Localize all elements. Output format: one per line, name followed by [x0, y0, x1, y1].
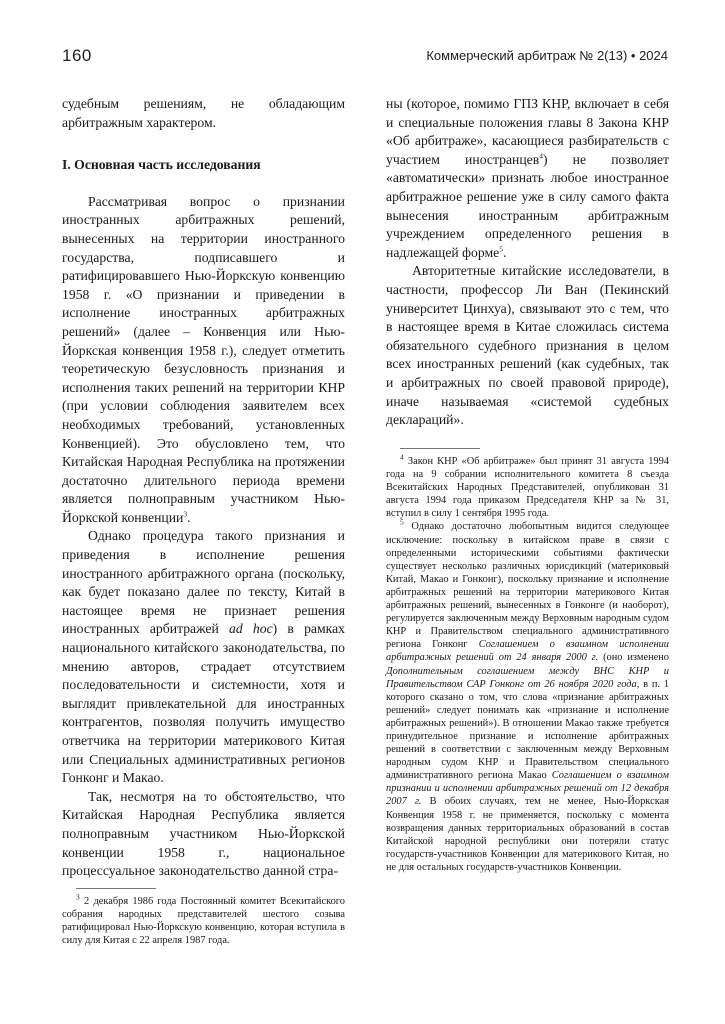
paragraph: [62, 527, 345, 787]
footnote-number: 4: [400, 452, 404, 462]
footnote-text: (оно изменено: [598, 652, 669, 664]
paragraph-text: .: [503, 244, 507, 260]
paragraph-text: Однако процедура такого признания и приведения в исполнение решения иностранного арбитражного органа (поскольку, как будет показано далее по тексту, Китай в настоящее время не признает решения иностранных арбитражей: [62, 528, 345, 637]
footnote-3: [62, 892, 345, 947]
footnote-ref-3[interactable]: 3: [183, 509, 188, 519]
footnote-text: Закон КНР «Об арбитраже» был принят 31 августа 1994 года на 9 собрании исполнительного комитета 8 съезда Всекитайских Народных Представителей, опубликован 31 августа 1994 года приказом Председателя КНР за № 31, вступил в силу 1 сентября 1995 года.: [386, 456, 669, 520]
journal-info: Коммерческий арбитраж № 2(13) • 2024: [426, 48, 668, 63]
footnote-divider: [400, 448, 480, 449]
section-heading: I. Основная часть исследования: [62, 157, 261, 173]
paragraph: Рассматривая вопрос о признании иностранных арбитражных решений, вынесенных на территории иностранного государства, подписавшего и ратифицировавшего Нью-Йоркскую конвенцию 1958 г. «О признании и приведении в исполнение иностранных арбитражных решений» (далее – Конвенция или Нью-Йоркская конвенция 1958 г.), следует отметить теоретическую безусловность признания и исполнения таких решений на территории КНР (при условии соблюдения заявителем всех необходимых требований, установленных Конвенцией). Это обусловлено тем, что Китайская Народная Республика на протяжении достаточно длительного периода времени является полноправным участником Нью-Йоркской конвенции$^3$.: [62, 193, 345, 525]
paragraph: Авторитетные китайские исследователи, в частности, профессор Ли Ван (Пекинский университет Цинхуа), связывают это с тем, что в настоящее время в Китае сложилась система обязательного судебного признания в целом всех иностранных решений (как судебных, так и арбитражных по своей правовой природе), иначе называемая «системой судебных деклараций».: [386, 263, 669, 428]
paragraph-italic-text: ad hoc: [229, 621, 273, 637]
paragraph-text: ) в рамках национального китайского законодательства, по мнению авторов, страдает отсутствием последовательности и системности, хотя и выглядит привлекательной для иностранных контрагентов, позволяя получить имущество ответчика на территории материкового Китая или Специальных административных регионов Гонконг и Макао.: [62, 621, 346, 786]
footnote-ref-4[interactable]: 4: [539, 151, 543, 161]
page-header: [62, 46, 668, 72]
footnote-italic-text: Дополнительным соглашением между ВНС КНР и Правительством САР Гонконг от 26 ноября 2020 года: [386, 665, 669, 690]
paragraph: Так, несмотря на то обстоятельство, что Китайская Народная Республика является полноправным участником Нью-Йоркской конвенции 1958 г., национальное процессуальное законодательство данной стра-: [62, 788, 345, 879]
footnote-text: , в п. 1 которого сказано о том, что слова «признание арбитражных решений» следует понимать как «признание и исполнение арбитражных решений»). В отношении Макао также требуется принудительное признание и исполнение арбитражных решений в соответствии с заключенным между Верховным народным судом КНР и Правительством специального административного региона Макао: [386, 678, 670, 782]
paragraph-text: Рассматривая вопрос о признании иностранных арбитражных решений, вынесенных на территории иностранного государства, подписавшего и ратифицировавшего Нью-Йоркскую конвенцию 1958 г. «О признании и приведении в исполнение иностранных арбитражных решений» (далее – Конвенция или Нью-Йоркская конвенция 1958 г.), следует отметить теоретическую безусловность признания и исполнения таких решений на территории КНР (при условии соблюдения заявителем всех необходимых требований, установленных Конвенцией). Это обусловлено тем, что Китайская Народная Республика на протяжении достаточно длительного периода времени является полноправным участником Нью-Йоркской конвенции: [62, 193, 345, 525]
paragraph-text: ны (которое, помимо ГПЗ КНР, включает в себя и специальные положения главы 8 Закона КНР «Об арбитраже», касающиеся разбирательств с участием иностранцев: [386, 96, 669, 167]
footnote-text: Однако достаточно любопытным видится следующее исключение: поскольку в китайском праве в связи с определенными историческими событиями фактически существует несколько различных юрисдикций (материковый Китай, Макао и Гонконг), поскольку признание и исполнение арбитражных решений на территории материкового Китая арбитражных решений, вынесенных в Гонконге (и наоборот), регулируется заключенным между Верховным народным судом КНР и Правительством специального административного региона Гонконг: [386, 521, 669, 651]
paragraph-continued: судебным решениям, не обладающим арбитражным характером.: [62, 96, 345, 130]
footnote-5: [386, 520, 669, 874]
footnote-text: В обоих случаях, тем не менее, Нью-Йоркская Конвенция 1958 г. не применяется, поскольку с момента возвращения данных территориальных образований в состав Китайской народной республики они потеряли статус государств-участников Конвенции для материкового Китая, но не для остальных государств-участников Конвенции.: [386, 796, 669, 873]
footnote-italic-text: Соглашением о взаимном исполнении арбитражных решений от 24 января 2000 г.: [386, 639, 669, 664]
page-number: 160: [62, 46, 92, 65]
footnote-italic-text: Соглашением о взаимном признании и исполнении арбитражных решений от 12 декабря 2007 г.: [386, 770, 669, 808]
footnotes-left: [62, 888, 345, 947]
paragraph-text: ) не позволяет «автоматически» признать любое иностранное арбитражное решение уже в силу самого факта вынесения иностранным арбитражным учреждением определенного решения в надлежащей форме: [386, 151, 670, 260]
footnote-number: 5: [400, 518, 404, 527]
footnote-ref-5[interactable]: 5: [499, 244, 503, 254]
footnotes-right: [386, 448, 669, 874]
footnote-number: 3: [76, 892, 80, 902]
footnote-4: [386, 452, 669, 520]
footnote-divider: [76, 888, 156, 889]
paragraph-continued: [386, 95, 669, 262]
right-column: [386, 95, 669, 430]
left-column: [62, 95, 345, 881]
footnote-text: 2 декабря 1986 года Постоянный комитет Всекитайского собрания народных представителей шестого созыва ратифицировал Нью-Йоркскую конвенцию, которая вступила в силу для Китая с 22 апреля 1987 года.: [62, 896, 345, 947]
